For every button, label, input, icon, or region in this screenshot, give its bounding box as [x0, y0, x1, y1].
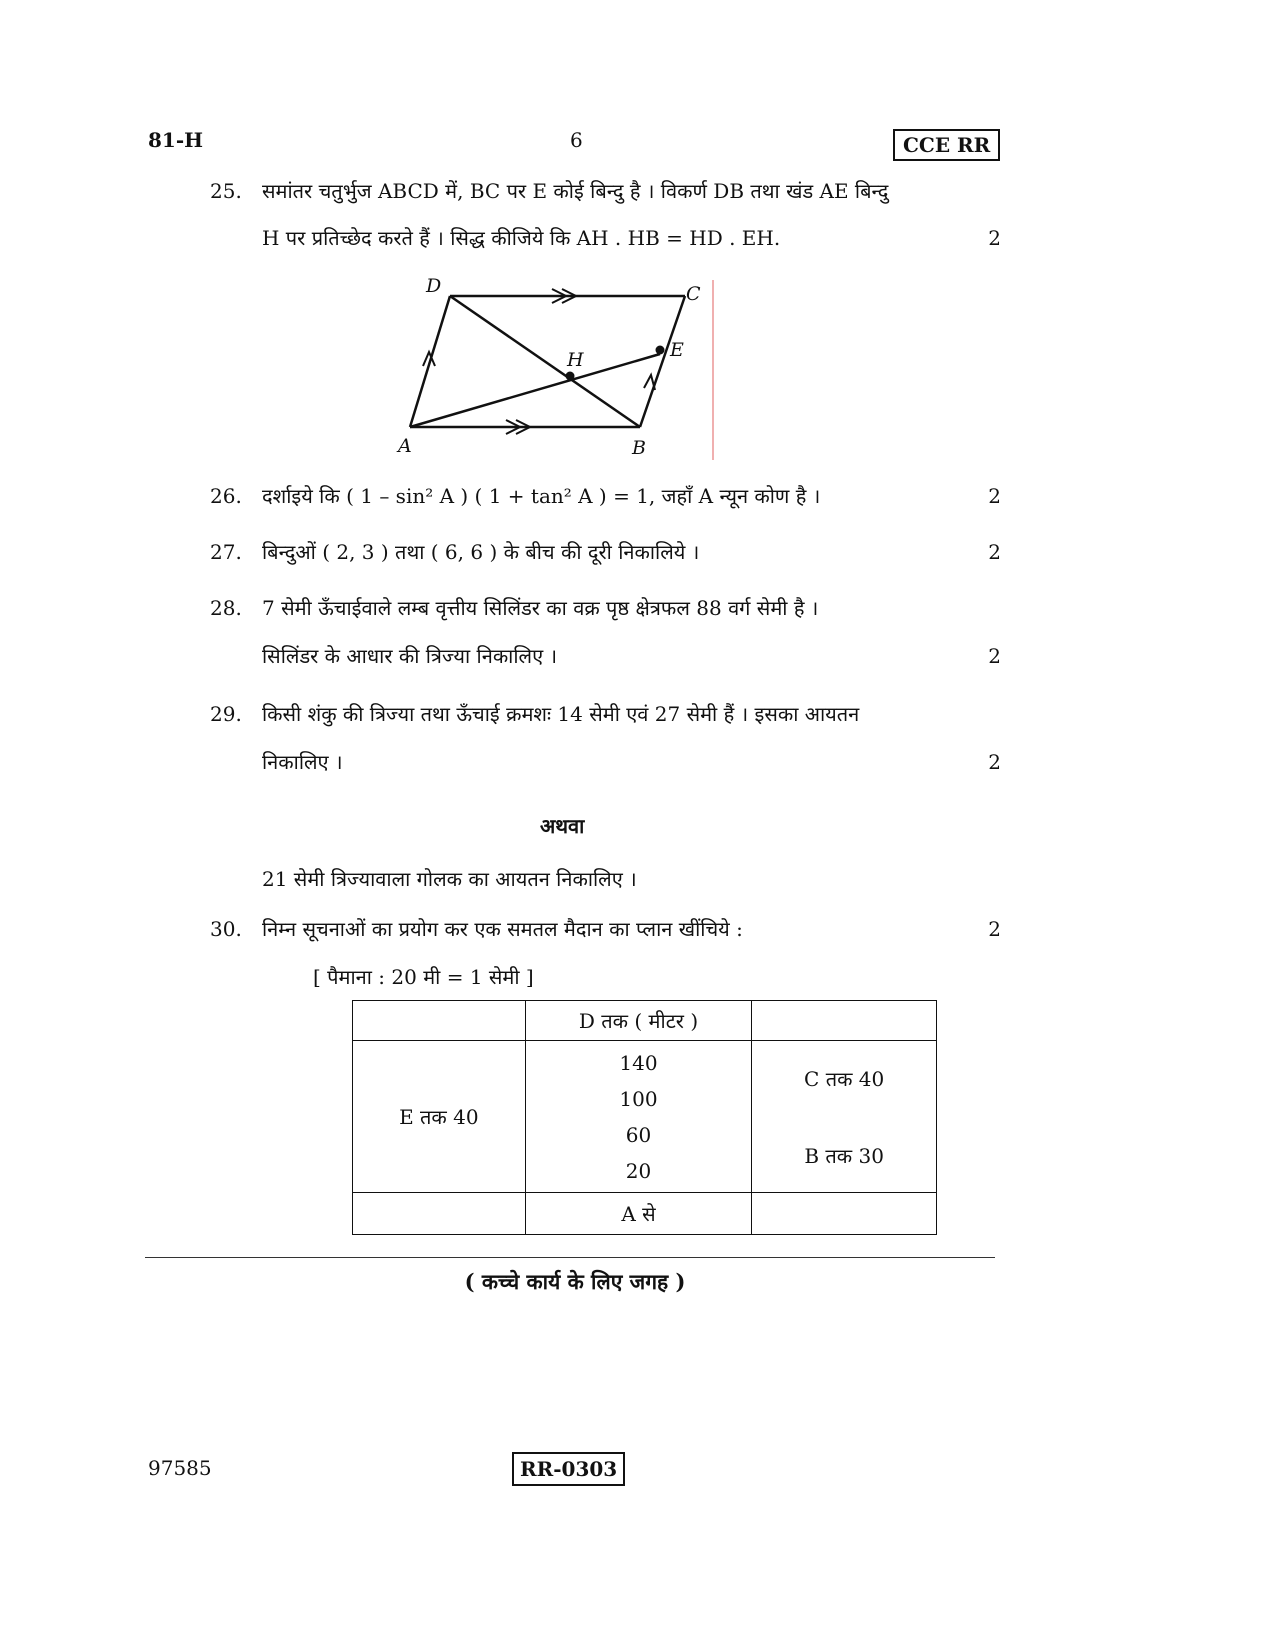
- scale-note: [ पैमाना : 20 मी = 1 सेमी ]: [313, 965, 534, 989]
- table-cell: [353, 1001, 526, 1041]
- q29-alternative: 21 सेमी त्रिज्यावाला गोलक का आयतन निकालिए ।: [262, 867, 637, 891]
- q25-marks: 2: [988, 226, 1001, 250]
- label-e: E: [670, 339, 684, 361]
- label-d: D: [426, 275, 442, 297]
- offset-left: E तक 40: [353, 1041, 526, 1193]
- table-cell: [353, 1193, 526, 1235]
- q27-number: 27.: [210, 540, 242, 564]
- footer-code: 97585: [148, 1456, 212, 1480]
- page-number: 6: [570, 128, 583, 152]
- q27-line-1: बिन्दुओं ( 2, 3 ) तथा ( 6, 6 ) के बीच की दूरी निकालिये ।: [262, 540, 700, 564]
- label-b: B: [632, 437, 646, 459]
- q26-number: 26.: [210, 484, 242, 508]
- q29-number: 29.: [210, 702, 242, 726]
- footer-box: RR-0303: [512, 1452, 625, 1486]
- q26-marks: 2: [988, 484, 1001, 508]
- table-footer: A से: [525, 1193, 752, 1235]
- table-row: [353, 1001, 937, 1041]
- rough-work-label: ( कच्चे कार्य के लिए जगह ): [464, 1269, 686, 1294]
- q28-line-2: सिलिंडर के आधार की त्रिज्या निकालिए ।: [262, 644, 558, 668]
- table-cell: [752, 1001, 937, 1041]
- q30-number: 30.: [210, 917, 242, 941]
- q29-line-1: किसी शंकु की त्रिज्या तथा ऊँचाई क्रमशः 14 सेमी एवं 27 सेमी हैं । इसका आयतन: [262, 702, 860, 726]
- q25-number: 25.: [210, 179, 242, 203]
- paper-code: 81-H: [148, 128, 204, 152]
- table-row: [353, 1041, 937, 1193]
- table-header: D तक ( मीटर ): [525, 1001, 752, 1041]
- table-row: [353, 1193, 937, 1235]
- chainage-value: 60: [625, 1122, 652, 1147]
- side-cb: [640, 296, 685, 427]
- label-h: H: [567, 349, 584, 371]
- q28-marks: 2: [988, 644, 1001, 668]
- chainage-value: 20: [625, 1158, 652, 1183]
- q25-line-1: समांतर चतुर्भुज ABCD में, BC पर E कोई बिन्दु है । विकर्ण DB तथा खंड AE बिन्दु: [262, 179, 889, 203]
- q28-line-1: 7 सेमी ऊँचाईवाले लम्ब वृत्तीय सिलिंडर का वक्र पृष्ठ क्षेत्रफल 88 वर्ग सेमी है ।: [262, 596, 819, 620]
- point-e: [656, 346, 665, 355]
- chainage-value: 140: [619, 1050, 658, 1075]
- chainage-value: 100: [619, 1086, 658, 1111]
- divider: [145, 1257, 995, 1258]
- offset-right-bottom: B तक 30: [804, 1143, 884, 1168]
- q27-marks: 2: [988, 540, 1001, 564]
- q25-line-2: H पर प्रतिच्छेद करते हैं । सिद्ध कीजिये कि AH . HB = HD . EH.: [262, 226, 781, 250]
- q30-marks: 2: [988, 917, 1001, 941]
- q30-text: निम्न सूचनाओं का प्रयोग कर एक समतल मैदान का प्लान खींचिये :: [262, 917, 743, 941]
- q26-line-1: दर्शाइये कि ( 1 – sin² A ) ( 1 + tan² A ) = 1, जहाँ A न्यून कोण है ।: [262, 484, 821, 508]
- label-a: A: [398, 435, 412, 457]
- field-table: [352, 1000, 937, 1235]
- side-ad: [410, 296, 450, 427]
- point-h: [566, 372, 575, 381]
- parallelogram-figure: [400, 270, 740, 470]
- offset-right-cell: [752, 1041, 937, 1193]
- series-box: CCE RR: [893, 129, 1000, 161]
- q29-marks: 2: [988, 750, 1001, 774]
- label-c: C: [686, 283, 701, 305]
- table-cell: [752, 1193, 937, 1235]
- offset-right-top: C तक 40: [804, 1066, 885, 1091]
- q28-number: 28.: [210, 596, 242, 620]
- q29-line-2: निकालिए ।: [262, 750, 343, 774]
- or-heading: अथवा: [540, 814, 585, 838]
- chainage-cell: [525, 1041, 752, 1193]
